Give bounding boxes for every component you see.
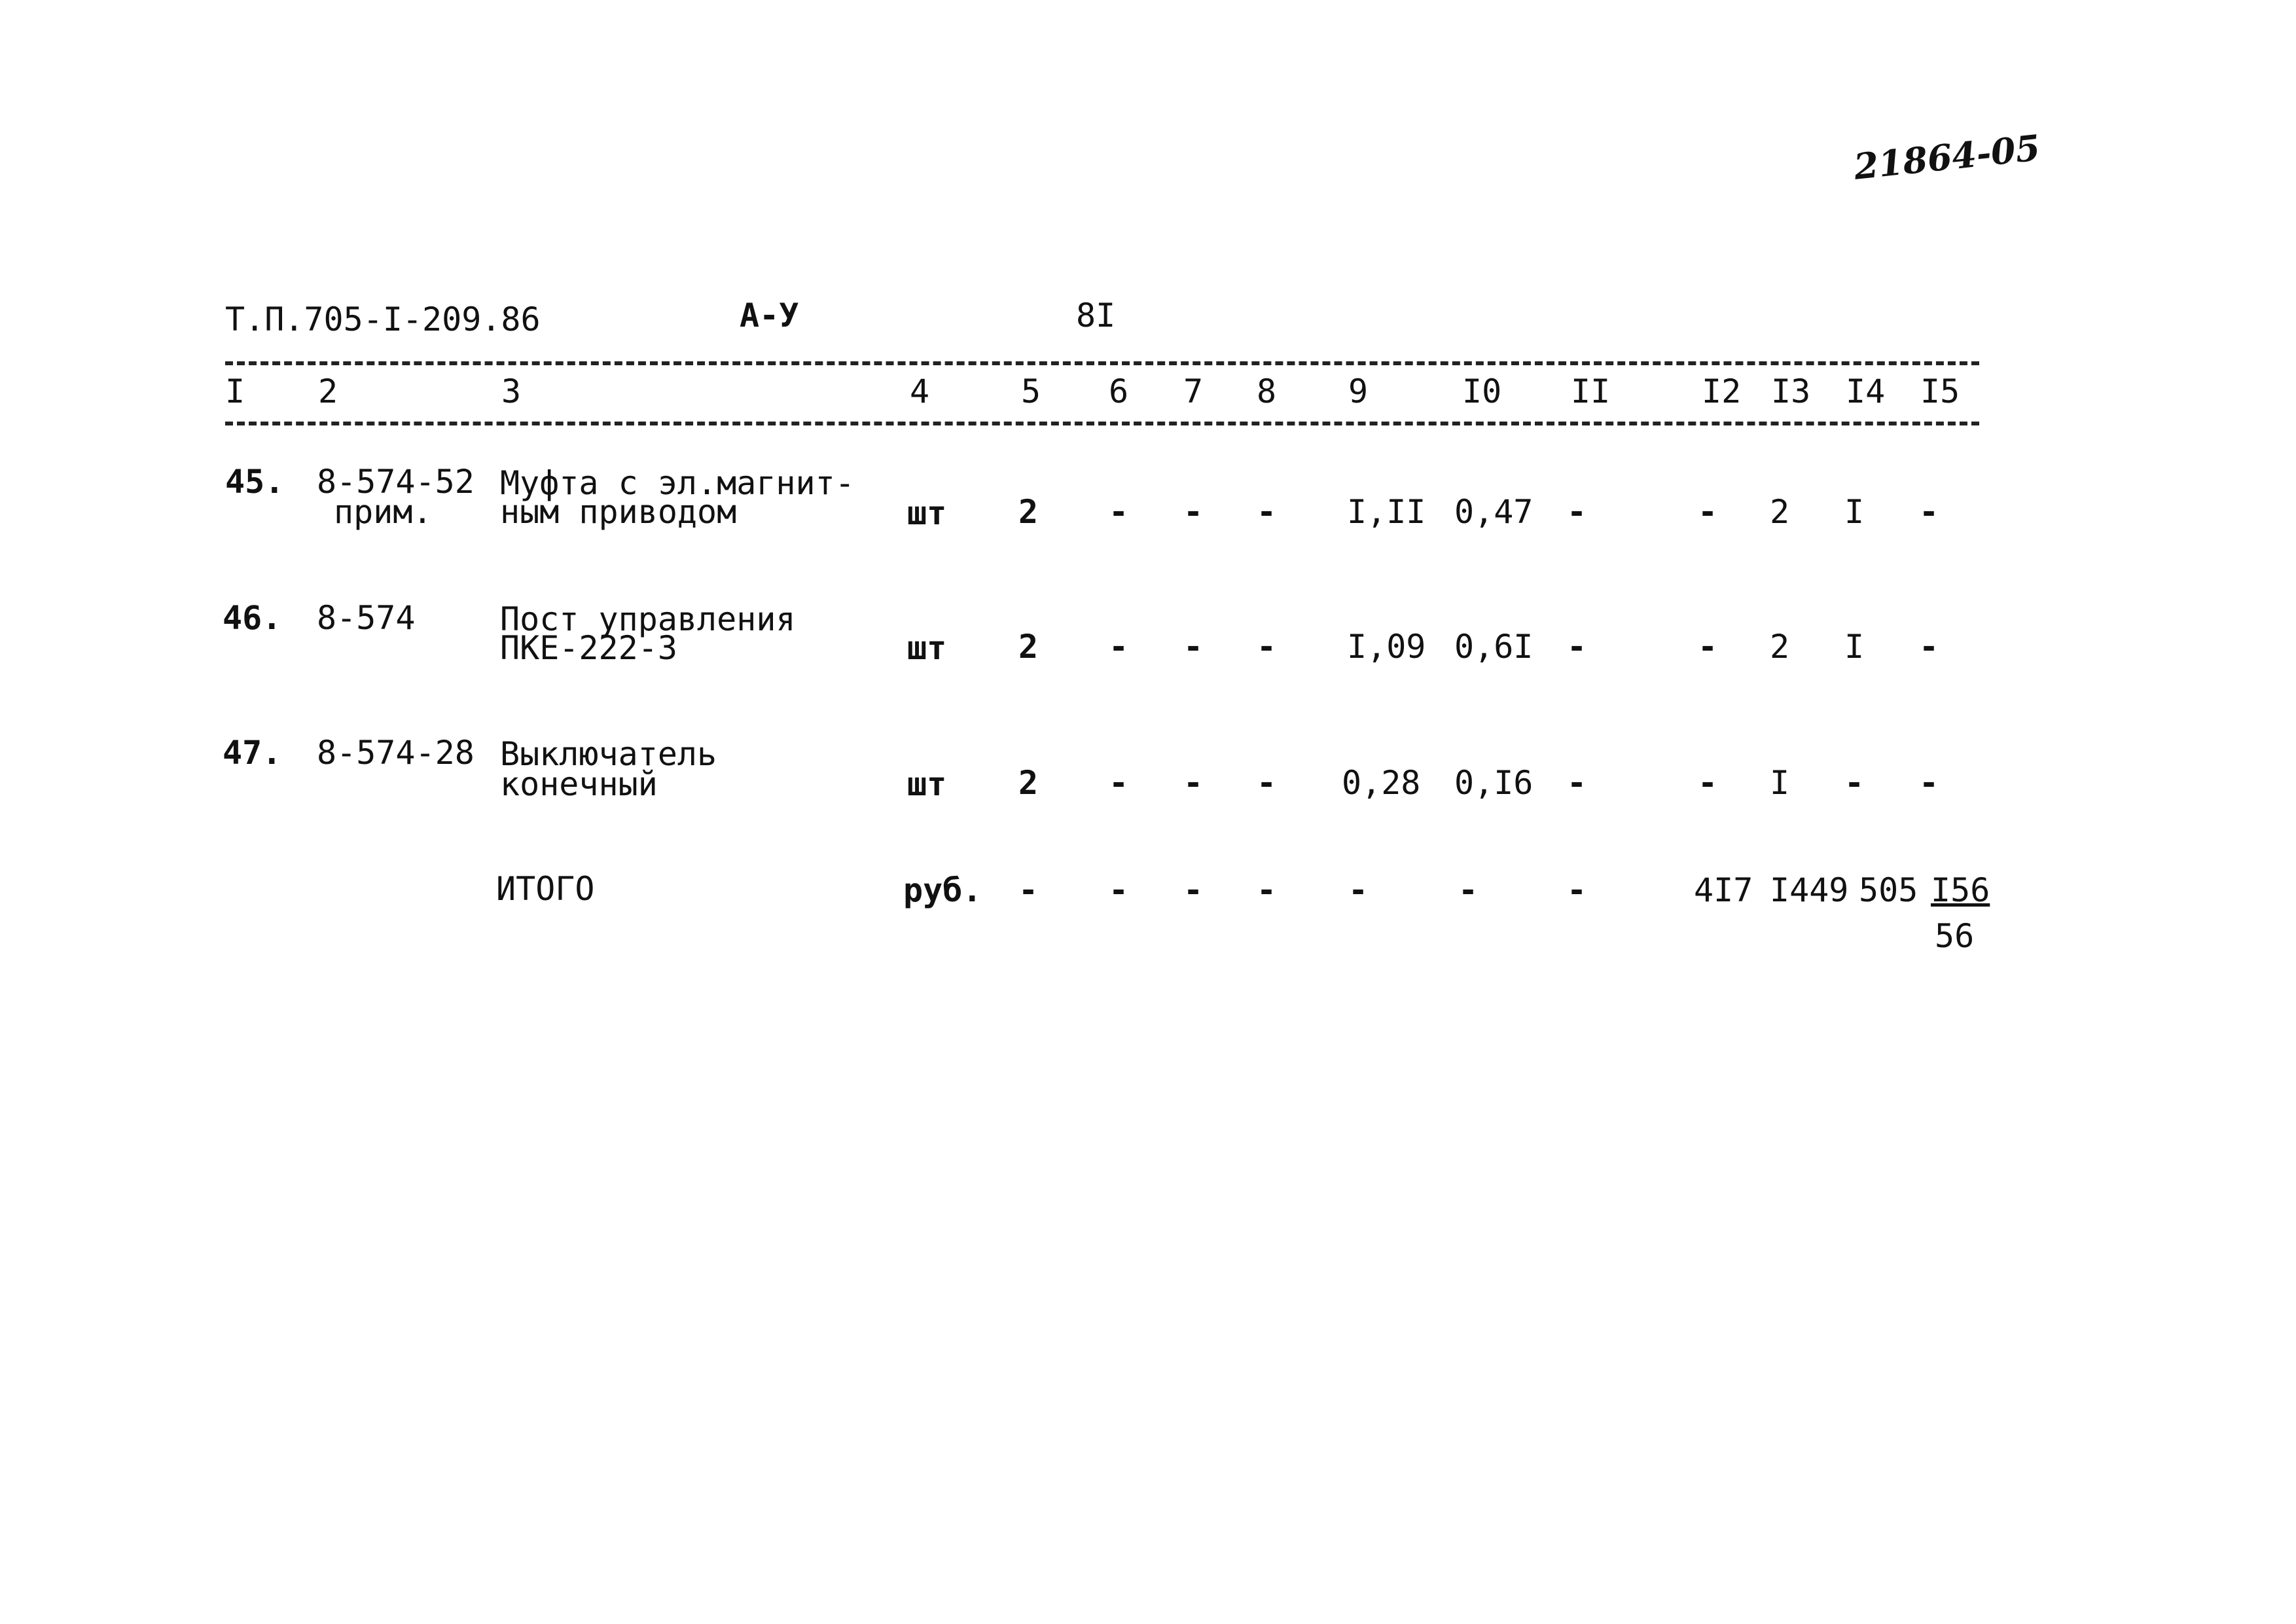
row-c6: -: [1109, 628, 1129, 666]
row-c8: -: [1257, 493, 1277, 531]
col-10: І0: [1462, 372, 1502, 410]
row-code: 8-574-28: [317, 734, 475, 772]
row-unit: шт: [907, 494, 947, 532]
total-c5: -: [1018, 871, 1039, 909]
row-c7: -: [1183, 493, 1204, 531]
row-c9: І,ІІ: [1347, 493, 1426, 531]
row-c12: -: [1698, 493, 1718, 531]
row-c13: 2: [1770, 628, 1790, 666]
col-5: 5: [1021, 372, 1041, 410]
total-c12: 4І7: [1694, 871, 1753, 909]
row-name: Муфта с эл.магнит-: [500, 464, 855, 502]
row-qty: 2: [1018, 628, 1039, 666]
total-c14: 505: [1859, 871, 1918, 909]
header-section: А-У: [740, 297, 799, 334]
total-c10: -: [1458, 871, 1479, 909]
row-c13: 2: [1770, 493, 1790, 531]
row-c11: -: [1567, 764, 1587, 802]
row-c9: 0,28: [1342, 764, 1421, 802]
row-name-cont: ПКЕ-222-3: [500, 629, 677, 667]
row-c10: 0,І6: [1454, 764, 1534, 802]
col-13: І3: [1771, 372, 1811, 410]
col-2: 2: [318, 372, 338, 410]
row-c15: -: [1919, 493, 1939, 531]
rule-top: [225, 361, 1979, 365]
row-c14: І: [1844, 628, 1865, 666]
row-name-cont: конечный: [500, 765, 658, 803]
col-15: І5: [1920, 372, 1960, 410]
total-c15-sub: 56: [1935, 917, 1975, 955]
row-name-cont: ным приводом: [500, 493, 737, 531]
row-c10: 0,47: [1454, 493, 1534, 531]
row-qty: 2: [1018, 493, 1039, 531]
row-c9: І,09: [1347, 628, 1426, 666]
total-c7: -: [1183, 871, 1204, 909]
row-code: 8-574: [317, 599, 416, 637]
row-code-note: прим.: [334, 493, 433, 531]
row-c11: -: [1567, 628, 1587, 666]
row-name: Выключатель: [500, 735, 717, 773]
col-1: І: [225, 372, 245, 410]
col-6: 6: [1109, 372, 1129, 410]
total-c11: -: [1567, 871, 1587, 909]
row-c14: -: [1844, 764, 1865, 802]
row-c7: -: [1183, 628, 1204, 666]
total-label: ИТОГО: [496, 870, 595, 908]
row-c13: І: [1770, 764, 1790, 802]
row-c10: 0,6І: [1454, 628, 1534, 666]
row-number: 47.: [223, 734, 282, 772]
header-code: Т.П.705-І-209.86: [225, 300, 541, 338]
total-c6: -: [1109, 871, 1129, 909]
total-c15: І56: [1931, 871, 1990, 909]
row-name: Пост управления: [500, 600, 796, 638]
row-c7: -: [1183, 764, 1204, 802]
row-c8: -: [1257, 764, 1277, 802]
row-unit: шт: [907, 765, 947, 803]
row-c15: -: [1919, 764, 1939, 802]
col-12: І2: [1702, 372, 1742, 410]
col-11: ІІ: [1571, 372, 1611, 410]
row-qty: 2: [1018, 764, 1039, 802]
col-14: І4: [1846, 372, 1886, 410]
row-c6: -: [1109, 493, 1129, 531]
row-c14: І: [1844, 493, 1865, 531]
row-number: 46.: [223, 599, 282, 637]
row-c6: -: [1109, 764, 1129, 802]
row-c8: -: [1257, 628, 1277, 666]
row-c11: -: [1567, 493, 1587, 531]
col-8: 8: [1257, 372, 1277, 410]
row-number: 45.: [225, 463, 285, 501]
row-c12: -: [1698, 764, 1718, 802]
rule-bottom: [225, 422, 1979, 425]
row-unit: шт: [907, 629, 947, 667]
total-c8: -: [1257, 871, 1277, 909]
total-c13: І449: [1770, 871, 1849, 909]
row-c12: -: [1698, 628, 1718, 666]
col-4: 4: [910, 372, 930, 410]
col-3: 3: [501, 372, 522, 410]
col-7: 7: [1183, 372, 1204, 410]
row-code: 8-574-52: [317, 463, 475, 501]
header-page: 8І: [1076, 297, 1116, 334]
col-9: 9: [1348, 372, 1369, 410]
total-c9: -: [1348, 871, 1369, 909]
doc-number: 21864-05: [1852, 126, 2043, 188]
total-unit: руб.: [903, 871, 982, 909]
row-c15: -: [1919, 628, 1939, 666]
